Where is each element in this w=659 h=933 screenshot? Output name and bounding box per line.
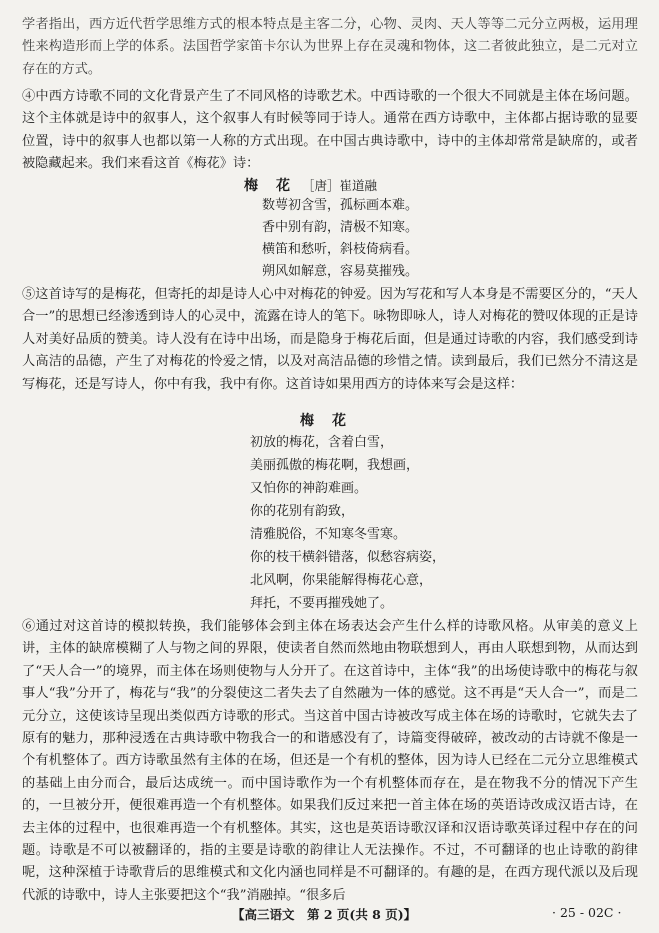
paragraph-6: ⑥通过对这首诗的模拟转换，我们能够体会到主体在场表达会产生什么样的诗歌风格。从审美的意义上讲，主体的缺席模糊了人与物之间的界限，使读者自然而然地由物联想到人，再由人联想到物，从而达到了“天人合一”的境界，而主体在场则使物与人分开了。在这首诗中，主体“我”的出场使诗歌中的梅花与叙事人“我”分开了，梅花与“我”的分裂使这二者失去了自然融为一体的感觉。这不再是“天人合一”，而是二元分立，这使该诗呈现出类似西方诗歌的形式。当这首中国古诗被改写成主体在场的诗歌时，它就失去了原有的魅力，那种浸透在古典诗歌中物我合一的和谐感没有了，诗篇变得破碎，被改动的古诗就不像是一个有机整体了。西方诗歌虽然有主体的在场，但还是一个有机的整体，因为诗人已经在二元分立思维模式的基础上由分而合，最后达成统一。而中国诗歌作为一个有机整体而存在，是在物我不分的情况下产生的，一旦被分开，便很难再造一个有机整体。如果我们反过来把一首主体在场的英语诗改成汉语古诗，在去主体的过程中，也很难再造一个有机整体。其实，这也是英语诗歌汉译和汉语诗歌英译过程中存在的问题。诗歌是不可以被翻译的，指的主要是诗歌的韵律让人无法操作。不过，不可翻译的也止诗歌的韵律呢，这种深植于诗歌背后的思维模式和文化内涵也同样是不可翻译的。有趣的是，在西方现代派以及后现代派的诗歌中，诗人主张要把这个“我”消融掉。“很多后 [22,619,638,903]
poem-1-line: 数萼初含雪，孤标画本难。 [262,198,419,213]
paragraph-4: ④中西方诗歌不同的文化背景产生了不同风格的诗歌艺术。中西诗歌的一个很大不同就是主体在场问题。这个主体就是诗中的叙事人，这个叙事人有时候等同于诗人。通常在西方诗歌中，主体都占据诗歌的显要位置，诗中的叙事人也都以第一人称的方式出现。在中国古典诗歌中，诗中的主体却常常是缺席的，或者被隐藏起来。我们来看这首《梅花》诗： [22,89,638,172]
poem-1-line: 香中别有韵，清极不知寒。 [262,220,419,235]
poem-1-line: 横笛和愁听，斜枝倚病看。 [262,242,419,257]
poem-2-line: 又怕你的神韵难画。 [250,481,368,496]
poem-1-title-text: 梅 花 [244,178,292,194]
poem-1-title [244,175,377,195]
poem-2-line: 美丽孤傲的梅花啊，我想画， [250,458,420,473]
poem-2-line: 拜托，不要再摧残她了。 [250,596,394,611]
page-footer-label: 【高三语文 第 2 页(共 8 页)】 [232,907,417,922]
poem-1-line: 朔风如解意，容易莫摧残。 [262,264,419,279]
paragraph-5: ⑤这首诗写的是梅花，但寄托的却是诗人心中对梅花的钟爱。因为写花和写人本身是不需要区分的，“天人合一”的思想已经渗透到诗人的心灵中，流露在诗人的笔下。咏物即咏人，诗人对梅花的赞叹体现的正是诗人对美好品质的赞美。诗人没有在诗中出场，而是隐身于梅花后面，但是通过诗歌的内容，我们感受到诗人高洁的品德，产生了对梅花的怜爱之情，以及对高洁品德的珍惜之情。读到最后，我们已然分不清这是写梅花，还是写诗人，你中有我，我中有你。这首诗如果用西方的诗体来写会是这样： [22,287,638,392]
page-footer-code: · 25 - 02C · [552,905,622,920]
intro-paragraph: 学者指出，西方近代哲学思维方式的根本特点是主客二分，心物、灵肉、天人等等二元分立两极，运用理性来构造形而上学的体系。法国哲学家笛卡尔认为世界上存在灵魂和物体，这二者彼此独立，是二元对立存在的方式。 [22,17,638,77]
poem-2-line: 清雅脱俗，不知寒冬雪寒。 [250,527,407,542]
poem-1-author: ［唐］崔道融 [302,178,378,193]
poem-2-line: 你的枝干横斜错落，似愁容病姿， [250,550,446,565]
poem-2-line: 北风啊，你果能解得梅花心意， [250,573,433,588]
poem-2-line: 你的花别有韵致， [250,504,355,519]
poem-2-line: 初放的梅花，含着白雪， [250,435,394,450]
poem-2-title: 梅 花 [300,413,348,429]
